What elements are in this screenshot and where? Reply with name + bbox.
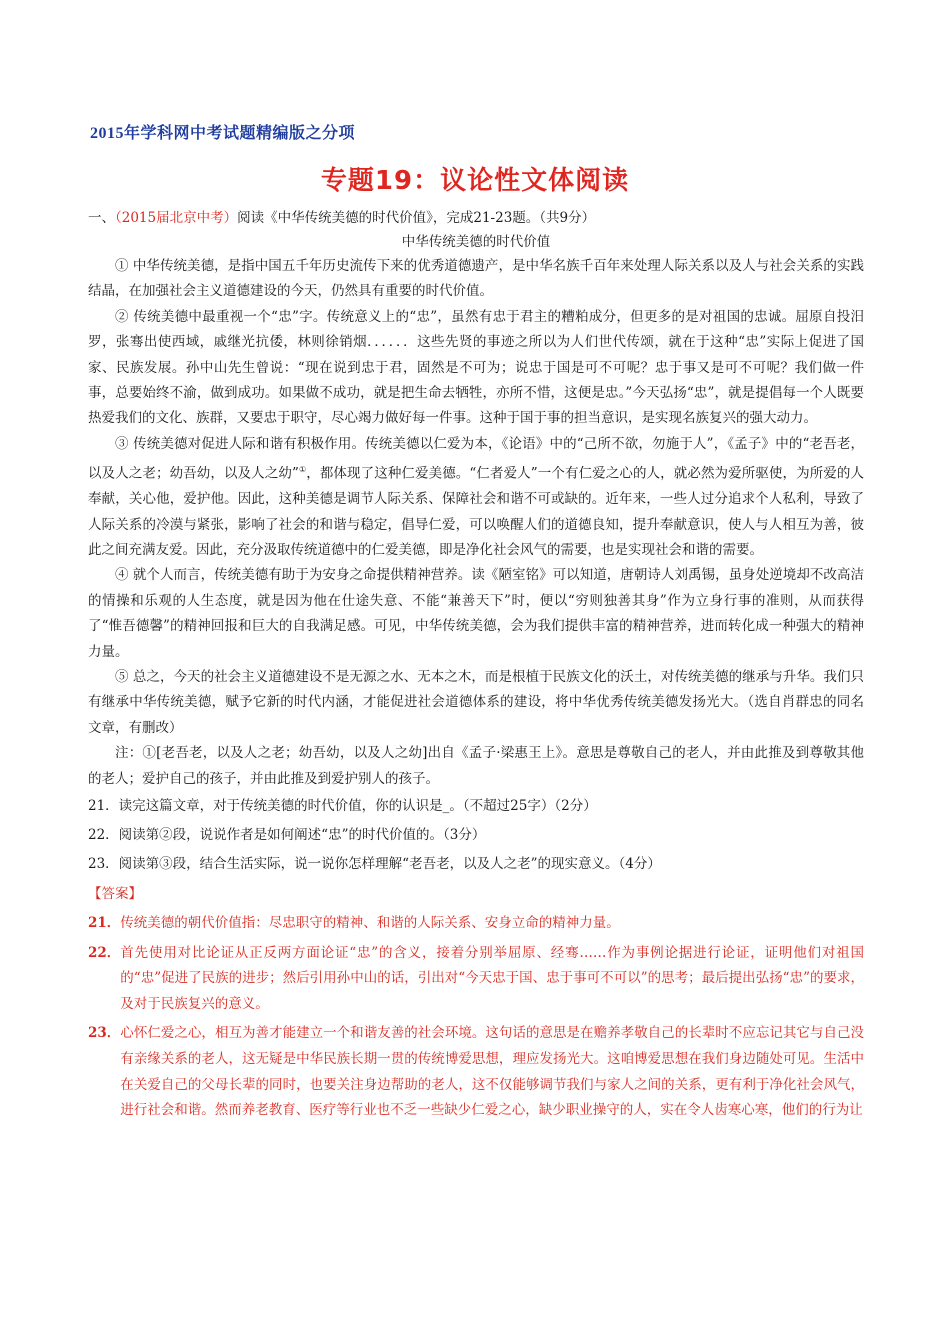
article-paragraph-5: ⑤ 总之，今天的社会主义道德建设不是无源之水、无本之木，而是根植于民族文化的沃土，对传统美德的继承与升华。我们只有继承中华传统美德，赋予它新的时代内涵，才能促进社会道德体系的建设，将中华优秀传统美德发扬光大。（选自肖群忠的同名文章，有删改） <box>88 669 864 736</box>
answer-text: 心怀仁爱之心，相互为善才能建立一个和谐友善的社会环境。这句话的意思是在赡养孝敬自己的长辈时不应忘记其它与自己没有亲缘关系的老人，这无疑是中华民族长期一贯的传统博爱思想，理应发扬光大。这咱博爱思想在我们身边随处可见。生活中在关爱自己的父母长辈的同时，也要关注身边帮助的老人，这不仅能够调节我们与家人之间的关系，更有利于净化社会风气，进行社会和谐。然而养老教育、医疗等行业也不乏一些缺少仁爱之心，缺少职业操守的人，实在令人齿寒心寒，他们的行为让 <box>120 1025 864 1119</box>
article-title: 中华传统美德的时代价值 <box>401 234 551 250</box>
section-prefix: 一、 <box>88 210 115 226</box>
answer-number: 21． <box>88 915 121 932</box>
answer-23 <box>88 1021 864 1123</box>
section-instruction: 阅读《中华传统美德的时代价值》，完成21-23题。（共9分） <box>237 210 596 226</box>
article-paragraph-3 <box>88 432 864 564</box>
question-list <box>88 792 864 879</box>
question-22: 22．阅读第②段，说说作者是如何阐述“忠”的时代价值的。（3分） <box>88 827 486 844</box>
paragraph-3-text-a: ③ 传统美德对促进人际和谐有积极作用。传统美德以仁爱为本，《论语》中的“己所不欲，勿施于人”，《孟子》中的“老吾老，以及人之老；幼吾幼，以及人之幼” <box>88 435 864 482</box>
answer-text: 传统美德的朝代价值指：尽忠职守的精神、和谐的人际关系、安身立命的精神力量。 <box>120 915 620 932</box>
article-paragraph-4: ④ 就个人而言，传统美德有助于为安身之命提供精神营养。读《陋室铭》可以知道，唐朝诗人刘禹锡，虽身处逆境却不改高洁的情操和乐观的人生态度，就是因为他在仕途失意、不能“兼善天下”时，便以“穷则独善其身”作为立身行事的准则，从而获得了“惟吾德馨”的精神回报和巨大的自我满足感。可见，中华传统美德，会为我们提供丰富的精神营养，进而转化成一种强大的精神力量。 <box>88 567 864 660</box>
article-paragraph-2: ② 传统美德中最重视一个“忠”字。传统意义上的“忠”，虽然有忠于君主的糟粕成分，但更多的是对祖国的忠诚。屈原自投汨罗，张骞出使西域，戚继光抗倭，林则徐销烟．．．．．．这些先贤的事迹之所以为人们世代传颂，就在于这种“忠”实际上促进了国家、民族发展。孙中山先生曾说：“现在说到忠于君，固然是不可为；说忠于国是可不可呢？忠于事又是可不可呢？我们做一件事，总要始终不渝，做到成功。如果做不成功，就是把生命去牺牲，亦所不惜，这便是忠。”今天弘扬“忠”，就是提倡每一个人既要热爱我们的文化、族群，又要忠于职守，尽心竭力做好每一件事。这种于国于事的担当意识，是实现名族复兴的强大动力。 <box>88 308 864 427</box>
article-note: 注：①[老吾老，以及人之老；幼吾幼，以及人之幼]出自《孟子·梁惠王上》。意思是尊敬自己的老人，并由此推及到尊敬其他的老人；爱护自己的孩子，并由此推及到爱护别人的孩子。 <box>88 745 864 787</box>
answer-22 <box>88 941 864 1018</box>
document-body <box>88 206 864 1124</box>
answer-number: 22． <box>88 944 121 961</box>
answer-tag: 【答案】 <box>88 886 142 903</box>
section-heading <box>88 206 864 230</box>
question-21: 21．读完这篇文章，对于传统美德的时代价值，你的认识是_。（不超过25字）（2分） <box>88 798 597 815</box>
answer-21 <box>88 911 864 937</box>
series-title: 2015年学科网中考试题精编版之分项 <box>90 125 356 142</box>
section-source: （2015届北京中考） <box>115 210 238 226</box>
answer-number: 23． <box>88 1025 121 1042</box>
paragraph-3-text-b: ，都体现了这种仁爱美德。“仁者爱人”一个有仁爱之心的人，就必然为爱所驱使，为所爱的人奉献，关心他，爱护他。因此，这种美德是调节人际关系、保障社会和谐不可或缺的。近年来，一些人过分追求个人私利，导致了人际关系的冷漠与紧张，影响了社会的和谐与稳定，倡导仁爱，可以唤醒人们的道德良知，提升奉献意识，使人与人相互为善，彼此之间充满友爱。因此，充分汲取传统道德中的仁爱美德，即是净化社会风气的需要，也是实现社会和谐的需要。 <box>88 465 865 558</box>
article-paragraph-1: ① 中华传统美德，是指中国五千年历史流传下来的优秀道德遗产，是中华名族千百年来处理人际关系以及人与社会关系的实践结晶，在加强社会主义道德建设的今天，仍然具有重要的时代价值。 <box>88 258 864 300</box>
answer-text: 首先使用对比论证从正反两方面论证“忠”的含义，接着分别举屈原、经骞……作为事例论据进行论证，证明他们对祖国的“忠”促进了民族的进步；然后引用孙中山的话，引出对“今天忠于国、忠于事可不可以”的思考；最后提出弘扬“忠”的要求，及对于民族复兴的意义。 <box>120 944 864 1012</box>
topic-title: 专题19：议论性文体阅读 <box>320 166 630 196</box>
footnote-marker: ① <box>298 465 307 475</box>
question-23: 23．阅读第③段，结合生活实际，说一说你怎样理解“老吾老，以及人之老”的现实意义。（4分） <box>88 856 661 873</box>
